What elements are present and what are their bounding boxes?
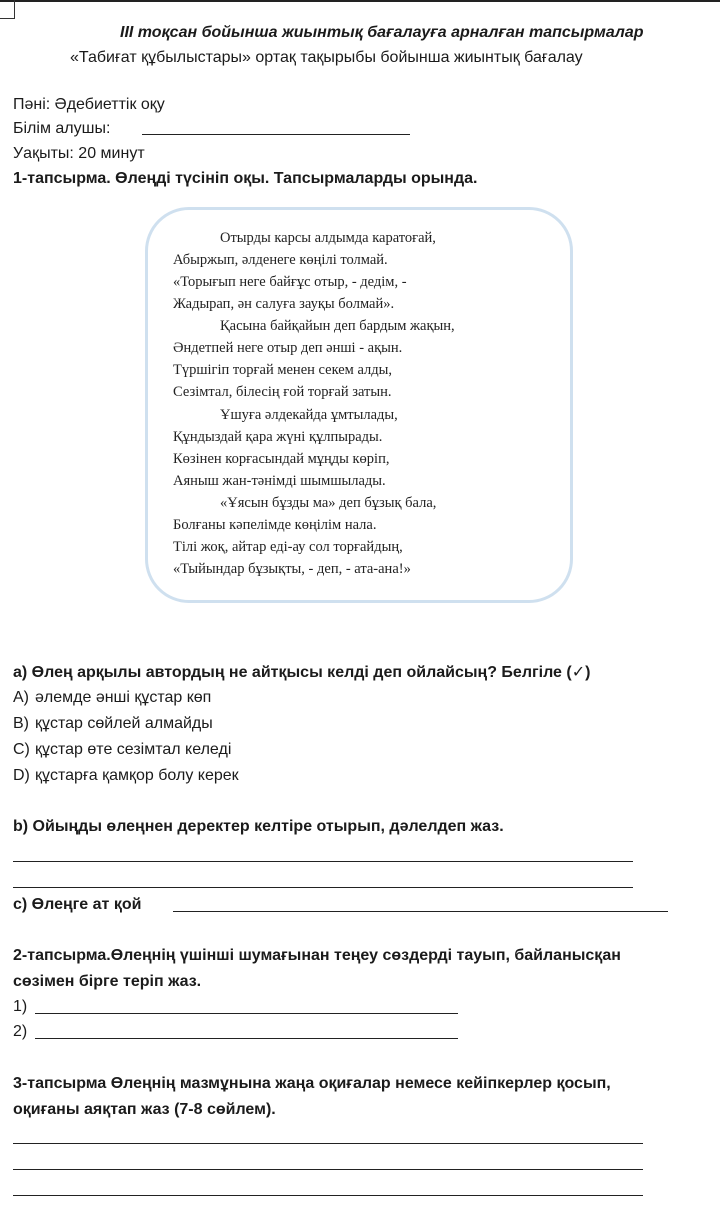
option-a[interactable] — [13, 689, 211, 707]
poem-box — [145, 207, 573, 603]
page-subtitle: «Табиғат құбылыстары» ортақ тақырыбы бойынша жиынтық бағалау — [70, 49, 583, 66]
task2-item2: 2) — [13, 1023, 28, 1040]
page-title: ІІІ тоқсан бойынша жиынтық бағалауға арналған тапсырмалар — [120, 24, 644, 41]
option-letter: A) — [13, 689, 29, 706]
time-label: Уақыты: — [13, 145, 74, 162]
student-name-line[interactable] — [142, 134, 410, 135]
option-text: құстар өте сезімтал келеді — [35, 741, 232, 758]
task3-line2: оқиғаны аяқтап жаз (7-8 сөйлем). — [13, 1101, 276, 1118]
option-text: құстарға қамқор болу керек — [35, 767, 239, 784]
option-letter: D) — [13, 767, 30, 784]
answer-line[interactable] — [13, 1143, 643, 1144]
answer-line[interactable] — [173, 911, 668, 912]
answer-line[interactable] — [35, 1038, 458, 1039]
option-b[interactable] — [13, 715, 213, 733]
poem-line: Әндетпей неге отыр деп әнші - ақын. — [173, 340, 403, 356]
corner-box — [0, 0, 15, 19]
question-c: c) Өлеңге ат қой — [13, 896, 142, 913]
time-value: 20 минут — [78, 145, 145, 162]
answer-line[interactable] — [13, 1169, 643, 1170]
question-a: a) Өлең арқылы автордың не айтқысы келді деп ойлайсың? Белгіле (✓) — [13, 664, 591, 681]
poem-line: Абыржып, әлденеге көңілі толмай. — [173, 252, 388, 268]
question-b: b) Ойыңды өлеңнен деректер келтіре отырып, дәлелдеп жаз. — [13, 818, 504, 835]
option-letter: B) — [13, 715, 29, 732]
answer-line[interactable] — [35, 1013, 458, 1014]
poem-line: Болғаны кәпелімде көңілім нала. — [173, 517, 377, 533]
poem-line: «Ұясын бұзды ма» деп бұзық бала, — [220, 495, 437, 511]
student-label: Білім алушы: — [13, 120, 111, 137]
poem-line: Түршігіп торғай менен секем алды, — [173, 362, 393, 378]
subject-label: Пәні: Әдебиеттік оқу — [13, 96, 165, 113]
poem-line: Тілі жоқ, айтар еді-ау сол торғайдың, — [173, 539, 403, 555]
poem-line: Қасына байқайын деп бардым жақын, — [220, 318, 455, 334]
option-text: құстар сөйлей алмайды — [35, 715, 213, 732]
answer-line[interactable] — [13, 887, 633, 888]
task3-line1: 3-тапсырма Өлеңнің мазмұнына жаңа оқиғалар немесе кейіпкерлер қосып, — [13, 1075, 611, 1092]
option-letter: C) — [13, 741, 30, 758]
poem-line: Аяныш жан-тәнімді шымшылады. — [173, 473, 386, 489]
answer-line[interactable] — [13, 861, 633, 862]
option-text: әлемде әнші құстар көп — [35, 689, 212, 706]
poem-line: «Тыйындар бұзықты, - деп, - ата-ана!» — [173, 561, 411, 577]
task2-line2: сөзімен бірге теріп жаз. — [13, 973, 202, 990]
poem-line: «Торығып неге байғұс отыр, - дедім, - — [173, 274, 407, 290]
option-d[interactable] — [13, 767, 239, 785]
poem-line: Құндыздай қара жүні құлпырады. — [173, 429, 383, 445]
task1-heading: 1-тапсырма. Өлеңді түсініп оқы. Тапсырмаларды орында. — [13, 170, 478, 187]
time-info — [13, 145, 145, 163]
poem-line: Көзінен корғасындай мұңды көріп, — [173, 451, 390, 467]
answer-line[interactable] — [13, 1195, 643, 1196]
task2-line1: 2-тапсырма.Өлеңнің үшінші шумағынан теңеу сөздерді тауып, байланысқан — [13, 947, 621, 964]
poem-line: Отырды карсы алдымда каратоғай, — [220, 230, 436, 246]
poem-line: Сезімтал, білесің ғой торғай затын. — [173, 384, 392, 400]
poem-line: Жадырап, ән салуға зауқы болмай». — [173, 296, 395, 312]
poem-line: Ұшуға әлдекайда ұмтылады, — [220, 407, 398, 423]
task2-item1: 1) — [13, 998, 28, 1015]
top-border-line — [0, 0, 720, 2]
option-c[interactable] — [13, 741, 231, 759]
